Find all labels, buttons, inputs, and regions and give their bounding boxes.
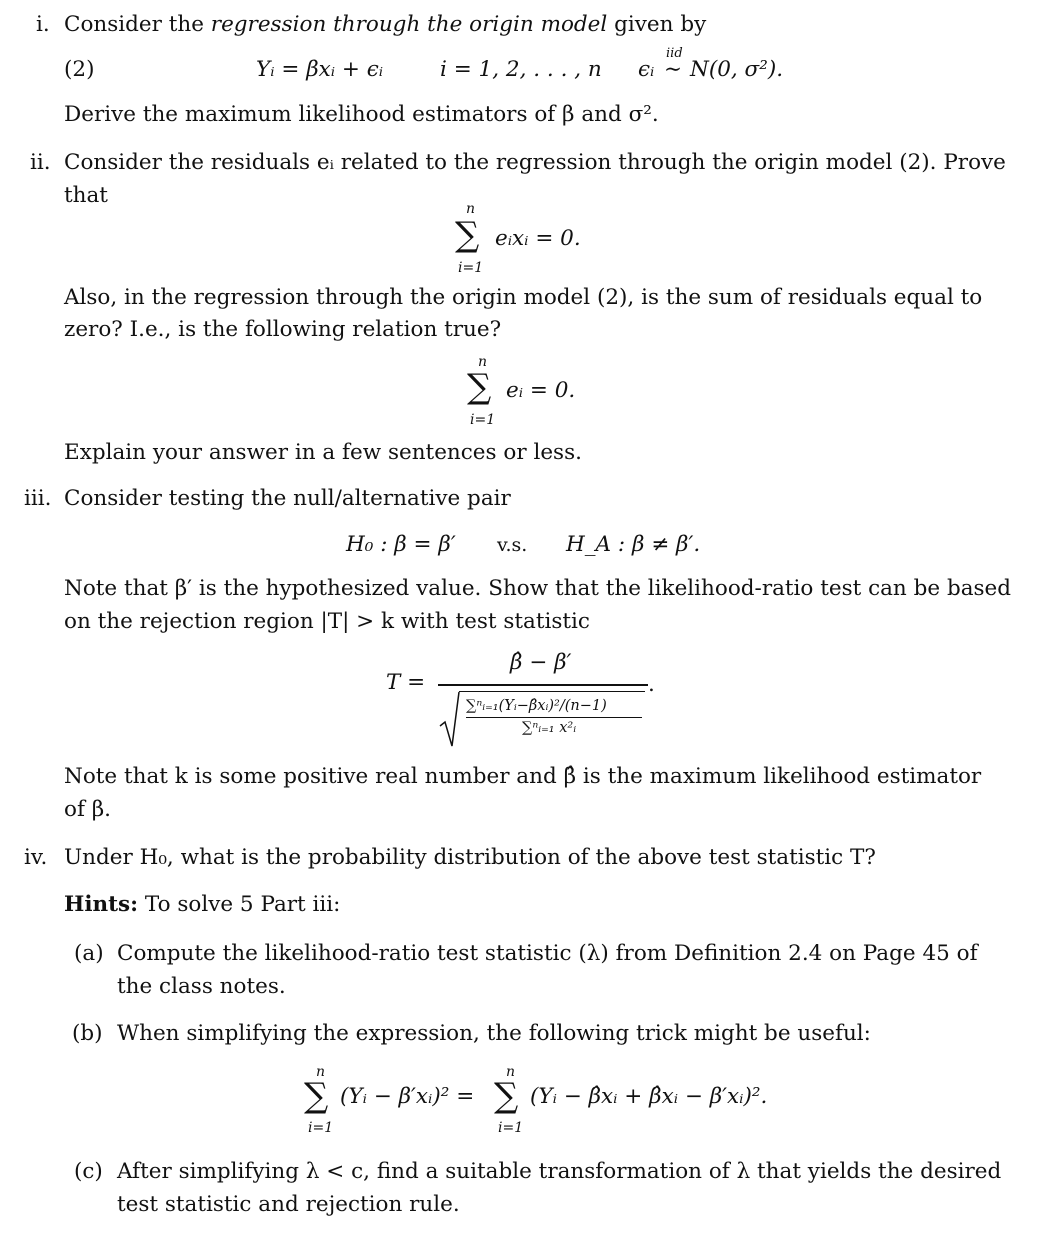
sum-eixi-body: eᵢxᵢ = 0.: [495, 226, 581, 251]
hint-a-line1: Compute the likelihood-ratio test statistic (λ) from Definition 2.4 on Page 45 of: [117, 941, 978, 966]
t-fraction-bar: [438, 684, 648, 686]
item-i-marker: i.: [36, 12, 50, 37]
versus-label: v.s.: [497, 534, 528, 556]
item-iii-marker: iii.: [24, 486, 52, 511]
sigma-symbol: ∑: [467, 367, 492, 407]
item-iii-note2: on the rejection region |T| > k with test statistic: [64, 609, 590, 634]
hint-a-marker: (a): [74, 941, 104, 966]
hints-label: Hints:: [64, 892, 139, 917]
sum-upper-limit: n: [466, 201, 476, 217]
item-i-text-after: given by: [607, 12, 707, 37]
sum-upper-limit: n: [316, 1064, 326, 1080]
item-iii-note4: of β.: [64, 797, 111, 822]
sigma-symbol: ∑: [304, 1076, 329, 1116]
item-ii-line1: Consider the residuals eᵢ related to the regression through the origin model (2). Prove: [64, 150, 1006, 175]
sum-lower-limit: i=1: [498, 1120, 524, 1136]
item-i-derive: Derive the maximum likelihood estimators of β and σ².: [64, 102, 659, 127]
sqrt-radical-icon: [438, 690, 460, 748]
iid-label: iid: [666, 46, 683, 61]
item-iii-note1: Note that β′ is the hypothesized value. Show that the likelihood-ratio test can be based: [64, 576, 1012, 601]
sum-upper-limit: n: [506, 1064, 516, 1080]
tilde-symbol: ∼: [664, 57, 683, 82]
error-distribution-rhs: N(0, σ²).: [690, 57, 784, 82]
item-ii-explain: Explain your answer in a few sentences or less.: [64, 440, 582, 465]
t-numerator: β̂ − β′: [510, 650, 572, 675]
item-ii-marker: ii.: [30, 150, 51, 175]
sum-lower-limit: i=1: [458, 260, 484, 276]
t-inner-numerator: ∑ⁿᵢ₌₁(Yᵢ−β̂xᵢ)²/(n−1): [466, 698, 607, 714]
sigma-symbol: ∑: [455, 215, 480, 255]
item-ii-also-line1: Also, in the regression through the origin model (2), is the sum of residuals equal to: [64, 285, 983, 310]
index-range: i = 1, 2, . . . , n: [440, 57, 602, 82]
hint-c-line2: test statistic and rejection rule.: [117, 1192, 460, 1217]
t-inner-fraction-bar: [466, 717, 642, 718]
item-i-emphasis: regression through the origin model: [210, 12, 608, 37]
item-ii-also-line2: zero? I.e., is the following relation true?: [64, 317, 502, 342]
sum-lower-limit: i=1: [470, 412, 496, 428]
model-equation: Yᵢ = βxᵢ + ϵᵢ: [256, 57, 384, 82]
item-i-intro: [64, 12, 706, 39]
t-period: .: [648, 672, 655, 697]
equation-label-2: (2): [64, 57, 95, 82]
hint-c-line1: After simplifying λ < c, find a suitable transformation of λ that yields the desired: [117, 1159, 1002, 1184]
trick-lhs: (Yᵢ − β′xᵢ)² =: [340, 1084, 475, 1109]
t-lhs: T =: [386, 670, 426, 695]
hints-line: [64, 892, 340, 919]
trick-rhs: (Yᵢ − β̂xᵢ + β̂xᵢ − β′xᵢ)².: [530, 1084, 768, 1109]
sum-lower-limit: i=1: [308, 1120, 334, 1136]
null-hypothesis: H₀ : β = β′: [346, 532, 456, 557]
sum-ei-body: eᵢ = 0.: [506, 378, 576, 403]
hint-c-marker: (c): [74, 1159, 103, 1184]
hint-a-line2: the class notes.: [117, 974, 286, 999]
hint-b-line1: When simplifying the expression, the following trick might be useful:: [117, 1021, 871, 1046]
sqrt-overbar: [459, 691, 645, 692]
sigma-symbol: ∑: [494, 1076, 519, 1116]
hint-b-marker: (b): [72, 1021, 103, 1046]
hints-text: To solve 5 Part iii:: [138, 892, 341, 917]
t-inner-denominator: ∑ⁿᵢ₌₁ x²ᵢ: [522, 720, 577, 736]
item-ii-line2: that: [64, 183, 108, 208]
item-iii-note3: Note that k is some positive real number and β̂ is the maximum likelihood estimator: [64, 764, 982, 789]
sum-upper-limit: n: [478, 354, 488, 370]
item-iii-line1: Consider testing the null/alternative pair: [64, 486, 511, 511]
item-iv-marker: iv.: [24, 845, 48, 870]
error-distribution-lhs: ϵᵢ: [638, 57, 655, 82]
item-i-text-before: Consider the: [64, 12, 211, 37]
item-iv-question: Under H₀, what is the probability distribution of the above test statistic T?: [64, 845, 876, 870]
alternative-hypothesis: H_A : β ≠ β′.: [566, 532, 701, 557]
